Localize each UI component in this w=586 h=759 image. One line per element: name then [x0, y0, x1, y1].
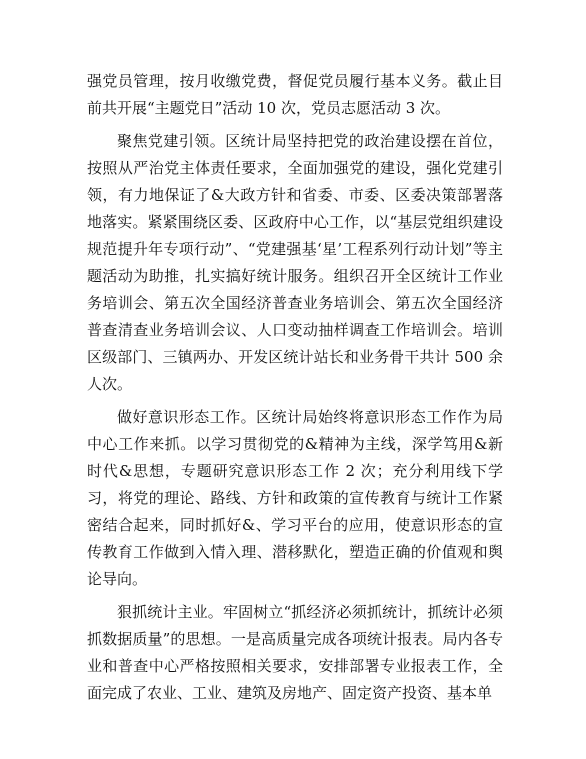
paragraph-2: [87, 128, 503, 398]
paragraph-3: [87, 404, 503, 593]
paragraph-1: [87, 68, 503, 122]
paragraph-4-lead: 狠抓统计主业。: [117, 603, 223, 621]
document-body: [87, 68, 503, 713]
paragraph-1-text: 强党员管理，按月收缴党费，督促党员履行基本义务。截止目前共开展“主题党日”活动 10 次，党员志愿活动 3 次。: [87, 72, 503, 117]
paragraph-3-lead: 做好意识形态工作。: [117, 408, 257, 426]
paragraph-4: [87, 599, 503, 707]
paragraph-2-text: 区统计局坚持把党的政治建设摆在首位，按照从严治党主体责任要求，全面加强党的建设，强化党建引领，有力地保证了&大政方针和省委、市委、区委决策部署落地落实。紧紧围绕区委、区政府中心工作，以“基层党组织建设规范提升年专项行动”、“党建强基‘星’工程系列行动计划”等主题活动为助推，扎实搞好统计服务。组织召开全区统计工作业务培训会、第五次全国经济普查业务培训会、第五次全国经济普查清查业务培训会议、人口变动抽样调查工作培训会。培训区级部门、三镇两办、开发区统计站长和业务骨干共计 500 余人次。: [87, 132, 503, 393]
paragraph-4-text: 牢固树立“抓经济必须抓统计，抓统计必须抓数据质量”的思想。一是高质量完成各项统计报表。局内各专业和普查中心严格按照相关要求，安排部署专业报表工作，全面完成了农业、工业、建筑及房地产、固定资产投资、基本单: [87, 603, 503, 702]
paragraph-3-text: 区统计局始终将意识形态工作作为局中心工作来抓。以学习贯彻党的&精神为主线，深学笃用&新时代&思想，专题研究意识形态工作 2 次；充分利用线下学习，将党的理论、路线、方针和政策的宣传教育与统计工作紧密结合起来，同时抓好&、学习平台的应用，使意识形态的宣传教育工作做到入情入理、潜移默化，塑造正确的价值观和舆论导向。: [87, 408, 503, 588]
paragraph-2-lead: 聚焦党建引领。: [117, 132, 226, 150]
